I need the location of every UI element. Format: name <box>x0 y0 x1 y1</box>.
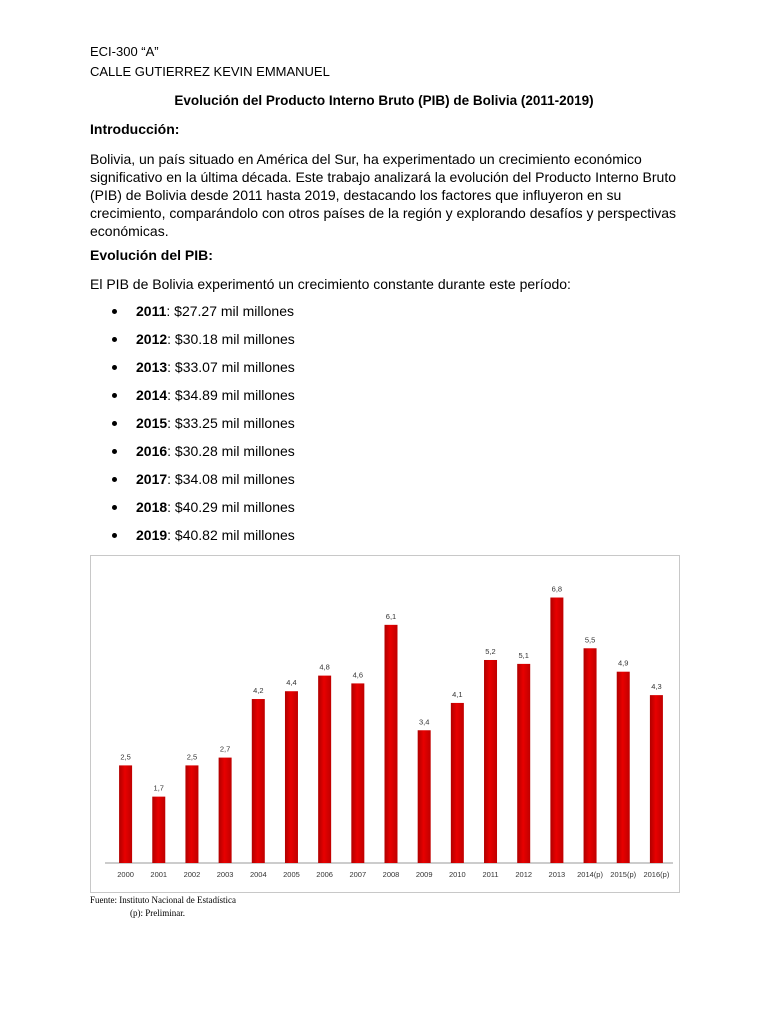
gdp-value: : $40.82 mil millones <box>167 527 295 543</box>
chart-canvas <box>91 556 679 892</box>
chart-bar <box>451 703 464 863</box>
gdp-value: : $27.27 mil millones <box>166 303 294 319</box>
gdp-value: : $34.89 mil millones <box>167 387 295 403</box>
gdp-value: : $33.07 mil millones <box>167 359 295 375</box>
chart-bar <box>385 625 398 863</box>
list-item <box>90 329 295 357</box>
chart-bar <box>351 683 364 863</box>
x-tick-label: 2008 <box>382 870 400 879</box>
bar-value-label: 2,7 <box>219 744 231 754</box>
chart-bar <box>517 664 530 863</box>
x-tick-label: 2007 <box>349 870 367 879</box>
x-tick-label: 2014(p) <box>577 870 603 879</box>
intro-heading: Introducción: <box>90 121 180 137</box>
list-item <box>90 385 295 413</box>
bullet-icon <box>112 505 117 510</box>
chart-bar <box>650 695 663 863</box>
bar-value-label: 3,4 <box>418 717 430 727</box>
gdp-year: 2018 <box>136 499 168 515</box>
chart-bar <box>219 758 232 863</box>
x-tick-label: 2010 <box>449 870 466 879</box>
gdp-year: 2016 <box>136 443 168 459</box>
gdp-heading: Evolución del PIB: <box>90 247 213 263</box>
list-item <box>90 301 295 329</box>
x-tick-label: 2012 <box>515 870 533 879</box>
gdp-growth-chart <box>90 555 680 893</box>
x-tick-label: 2002 <box>183 870 201 879</box>
bar-value-label: 6,8 <box>551 584 563 594</box>
list-item <box>90 441 295 469</box>
gdp-value: : $30.18 mil millones <box>167 331 295 347</box>
gdp-year: 2014 <box>136 387 168 403</box>
chart-bar <box>152 797 165 863</box>
bullet-icon <box>112 533 117 538</box>
gdp-list <box>90 301 295 553</box>
bullet-icon <box>112 309 117 314</box>
list-item <box>90 357 295 385</box>
bar-value-label: 4,9 <box>618 658 629 668</box>
gdp-intro: El PIB de Bolivia experimentó un crecimiento constante durante este período: <box>90 276 571 292</box>
intro-paragraph: Bolivia, un país situado en América del Sur, ha experimentado un crecimiento económico significativo en la última década. Este trabajo analizará la evolución del Producto Interno Bruto (PIB) de Bolivia desde 2011 hasta 2019, destacando los factores que influyeron en su crecimiento, comparándolo con otros países de la región y explorando desafíos y perspectivas económicas. <box>90 151 677 239</box>
list-item <box>90 497 295 525</box>
list-item <box>90 525 295 553</box>
list-item <box>90 469 295 497</box>
chart-bar <box>119 765 132 863</box>
gdp-year: 2017 <box>136 471 168 487</box>
x-tick-label: 2015(p) <box>610 870 637 879</box>
gdp-year: 2013 <box>136 359 168 375</box>
bar-value-label: 1,7 <box>153 783 164 793</box>
bar-value-label: 5,1 <box>518 650 529 660</box>
bullet-icon <box>112 337 117 342</box>
gdp-year: 2011 <box>136 303 167 319</box>
student-name: CALLE GUTIERREZ KEVIN EMMANUEL <box>90 64 330 79</box>
bar-value-label: 2,5 <box>120 752 131 762</box>
gdp-value: : $40.29 mil millones <box>167 499 295 515</box>
bullet-icon <box>112 421 117 426</box>
x-tick-label: 2011 <box>482 870 499 879</box>
chart-bar <box>285 691 298 863</box>
gdp-year: 2012 <box>136 331 168 347</box>
bar-value-label: 5,2 <box>485 646 496 656</box>
chart-bar <box>617 672 630 863</box>
bar-value-label: 4,2 <box>253 686 264 696</box>
chart-bar <box>185 765 198 863</box>
document-title: Evolución del Producto Interno Bruto (PIB) de Bolivia (2011-2019) <box>174 93 594 108</box>
bar-value-label: 4,6 <box>352 670 364 680</box>
bar-value-label: 5,5 <box>584 635 596 645</box>
source-note: Fuente: Instituto Nacional de Estadística <box>90 895 236 905</box>
bullet-icon <box>112 365 117 370</box>
x-tick-label: 2004 <box>249 870 267 879</box>
chart-bar <box>252 699 265 863</box>
chart-bar <box>484 660 497 863</box>
bar-value-label: 2,5 <box>186 752 198 762</box>
gdp-year: 2015 <box>136 415 168 431</box>
chart-bar <box>418 730 431 863</box>
x-tick-label: 2009 <box>415 870 433 879</box>
bar-value-label: 4,1 <box>452 689 463 699</box>
gdp-value: : $34.08 mil millones <box>167 471 295 487</box>
bullet-icon <box>112 449 117 454</box>
chart-bar <box>584 648 597 863</box>
bar-value-label: 6,1 <box>385 611 397 621</box>
bullet-icon <box>112 393 117 398</box>
gdp-value: : $30.28 mil millones <box>167 443 295 459</box>
bar-value-label: 4,3 <box>651 682 662 692</box>
x-tick-label: 2005 <box>283 870 300 879</box>
x-tick-label: 2001 <box>150 870 168 879</box>
x-tick-label: 2003 <box>216 870 234 879</box>
bar-value-label: 4,4 <box>286 678 297 688</box>
bullet-icon <box>112 477 117 482</box>
gdp-value: : $33.25 mil millones <box>167 415 295 431</box>
course-code: ECI-300 “A” <box>90 44 159 59</box>
x-tick-label: 2000 <box>117 870 134 879</box>
list-item <box>90 413 295 441</box>
chart-bar <box>550 598 563 863</box>
x-tick-label: 2006 <box>316 870 333 879</box>
chart-bar <box>318 676 331 863</box>
bar-value-label: 4,8 <box>319 662 330 672</box>
x-tick-label: 2013 <box>548 870 566 879</box>
x-tick-label: 2016(p) <box>643 870 670 879</box>
preliminary-note: (p): Preliminar. <box>130 908 185 918</box>
gdp-year: 2019 <box>136 527 168 543</box>
